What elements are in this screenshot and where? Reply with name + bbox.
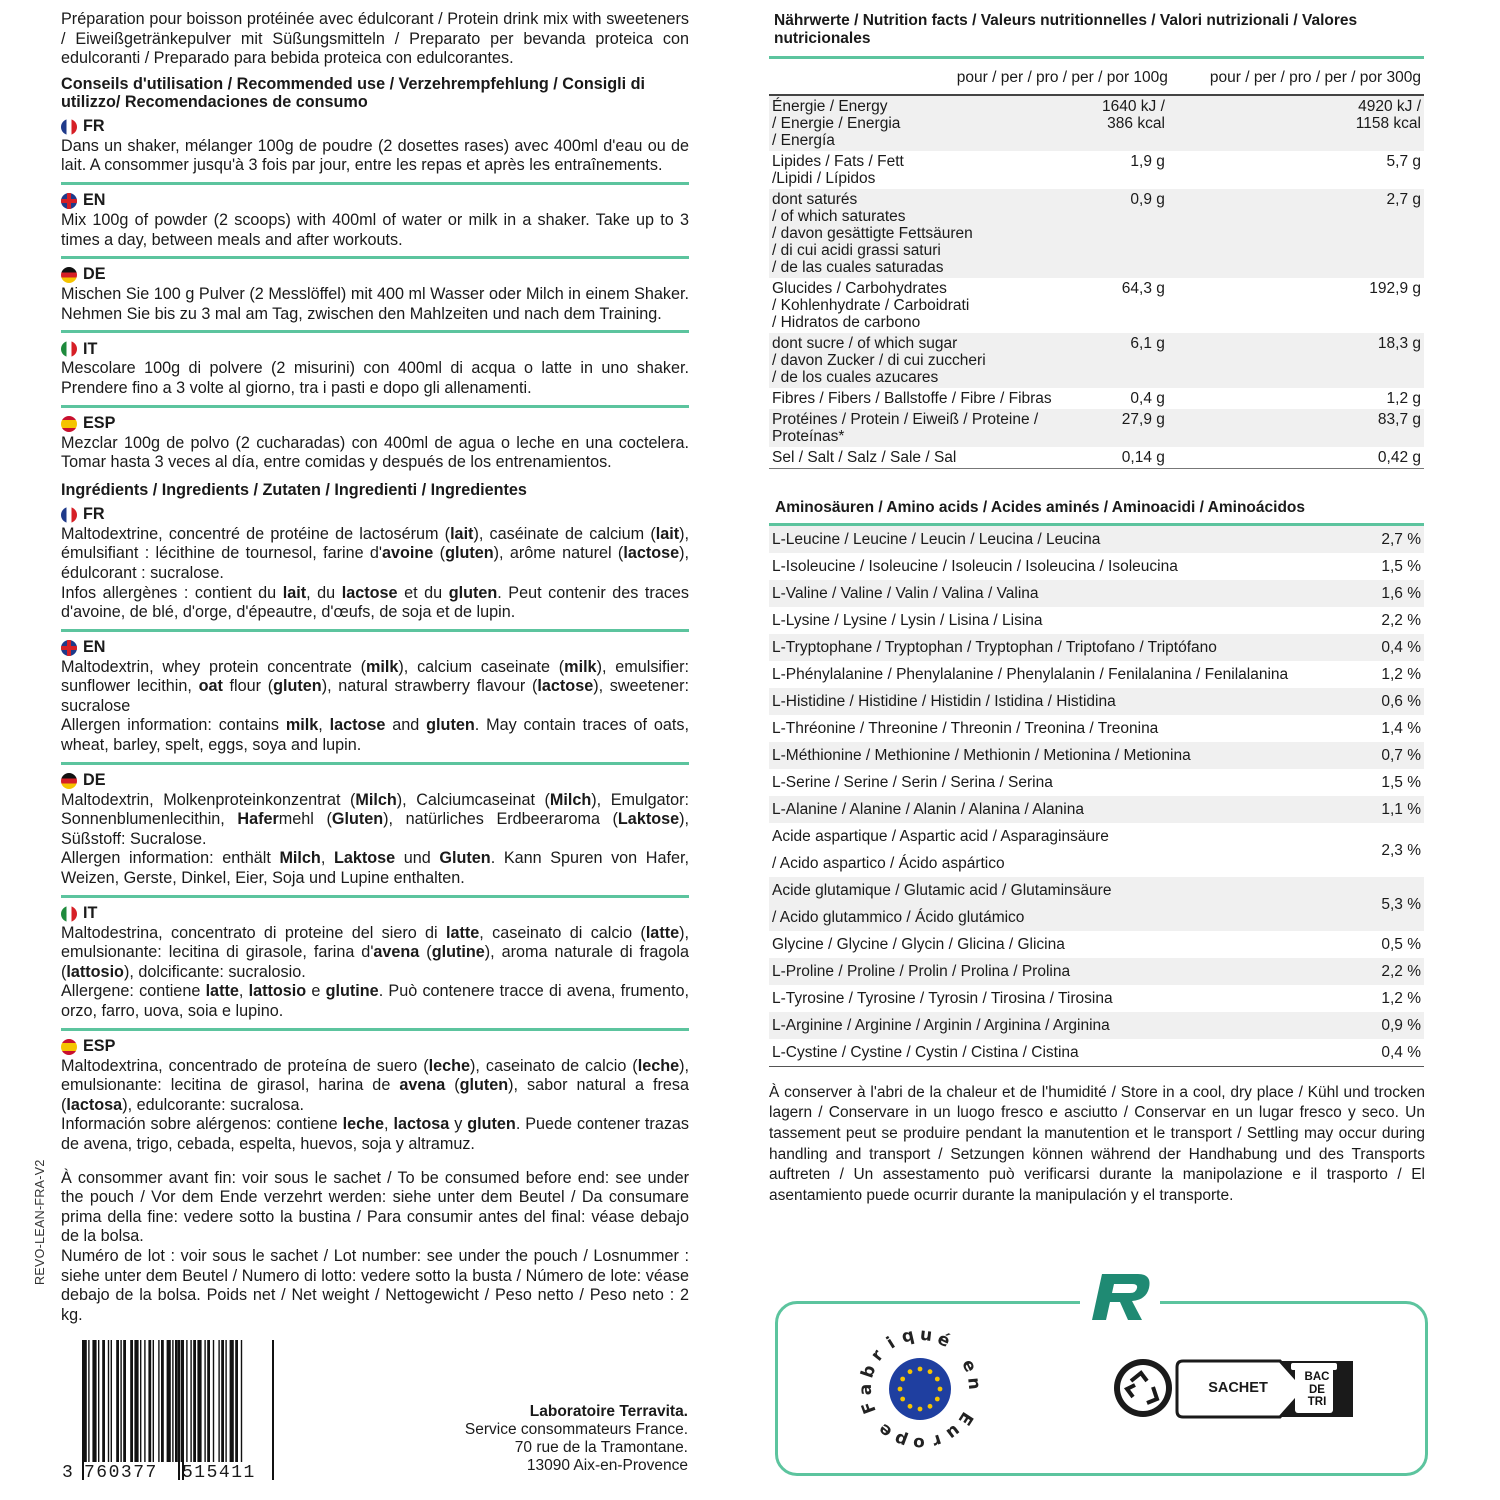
right-column	[769, 12, 1424, 1067]
section-divider	[61, 1028, 689, 1031]
svg-text:q: q	[899, 1325, 917, 1348]
nutrient-label: dont saturés / of which saturates / davon gesättigte Fettsäuren / di cui acidi grassi saturi / de las cuales saturadas	[769, 189, 1099, 278]
product-description: Préparation pour boisson protéinée avec édulcorant / Protein drink mix with sweeteners / Eiweißgetränkepulver mit Süßungsmitteln / Preparato per bevanda proteica con edulcoranti / Preparado para bebida proteica con edulcorantes.	[61, 10, 689, 68]
left-column	[61, 10, 689, 1325]
es-flag-icon	[61, 416, 77, 432]
section-divider	[61, 895, 689, 898]
amino-percent: 2,7 %	[1371, 526, 1424, 553]
de-flag-icon	[61, 773, 77, 789]
svg-text:o: o	[912, 1432, 925, 1454]
storage-text: À conserver à l'abri de la chaleur et de l'humidité / Store in a cool, dry place / Kühl und trocken lagern / Conservare in un luogo fresco e asciutto / Conservar en un lugar fresco y seco. Un tassement peut se produire pendant la manutention et le transport / Settling may occur during handling and transport / Setzungen können während der Handhabung und des Transports auftreten / Un assestamento può verificarsi durante la manipolazione e il trasporto / El asentamiento puede ocurrir durante la manipulación y el transporte.	[769, 1083, 1425, 1205]
usage-text: Mix 100g of powder (2 scoops) with 400ml of water or milk in a shaker. Take up to 3 times a day, between meals and after workouts.	[61, 210, 689, 249]
language-code: IT	[83, 903, 98, 922]
ingredients-esp	[61, 1037, 689, 1155]
amino-row	[769, 688, 1424, 715]
language-label	[61, 191, 689, 211]
svg-text:E: E	[953, 1408, 977, 1429]
es-flag-icon	[61, 1039, 77, 1055]
barcode-digits-left: 760377	[84, 1463, 158, 1483]
section-divider	[61, 182, 689, 185]
language-code: FR	[83, 116, 105, 135]
amino-label: L-Lysine / Lysine / Lysin / Lisina / Lisina	[772, 612, 1043, 629]
brand-logo	[1080, 1268, 1160, 1326]
nutrition-col-300g: pour / per / pro / per / por 300g	[1168, 59, 1424, 95]
language-code: EN	[83, 191, 106, 210]
ingredients-en	[61, 638, 689, 765]
nutrition-table	[769, 59, 1424, 469]
ingredients-text: Maltodextrin, Molkenproteinkonzentrat (Milch), Calciumcaseinat (Milch), Emulgator: Sonnenblumenlecithin, Hafermehl (Gluten), natürliches Erdbeeraroma (Laktose), Süßstoff: Sucralose. Allergen information: enthält Milch, Laktose und Gluten. Kann Spuren von Hafer, Weizen, Gerste, Dinkel, Eier, Soja und Lupine enthalten.	[61, 790, 689, 888]
nutrition-row	[769, 333, 1424, 388]
amino-label: L-Tyrosine / Tyrosine / Tyrosin / Tirosina / Tirosina	[772, 990, 1113, 1007]
value-100g: 27,9 g	[1099, 409, 1168, 447]
amino-percent: 0,5 %	[1381, 936, 1421, 953]
value-300g: 1,2 g	[1386, 390, 1421, 407]
amino-label: L-Leucine / Leucine / Leucin / Leucina / Leucina	[769, 526, 1371, 553]
language-label	[61, 265, 689, 285]
value-300g: 18,3 g	[1168, 333, 1424, 388]
nutrition-row	[769, 95, 1424, 151]
ingredients-de	[61, 771, 689, 898]
amino-label: L-Méthionine / Methionine / Methionin / Metionina / Metionina	[769, 742, 1371, 769]
amino-row	[769, 1012, 1424, 1039]
amino-percent: 0,7 %	[1371, 742, 1424, 769]
language-label	[61, 638, 689, 658]
en-flag-icon	[61, 193, 77, 209]
svg-text:F: F	[857, 1398, 881, 1417]
language-label	[61, 771, 689, 791]
ingredients-it	[61, 904, 689, 1031]
amino-percent: 1,5 %	[1381, 558, 1421, 575]
section-divider	[61, 330, 689, 333]
amino-percent: 0,9 %	[1371, 1012, 1424, 1039]
amino-row	[769, 607, 1424, 634]
amino-percent: 0,6 %	[1371, 688, 1424, 715]
amino-percent: 2,2 %	[1371, 958, 1424, 985]
amino-percent: 1,4 %	[1381, 720, 1421, 737]
value-300g: 0,42 g	[1377, 449, 1421, 466]
amino-label: L-Serine / Serine / Serin / Serina / Serina	[772, 774, 1053, 791]
amino-row	[769, 823, 1424, 877]
product-code: REVO-LEAN-FRA-V2	[33, 1159, 47, 1285]
nutrient-label: Protéines / Protein / Eiweiß / Proteine / Proteínas*	[769, 409, 1099, 447]
lab-name: Laboratoire Terravita.	[529, 1403, 688, 1420]
amino-row	[769, 931, 1424, 958]
svg-text:u: u	[918, 1324, 934, 1346]
amino-percent: 5,3 %	[1371, 877, 1424, 931]
value-300g: 83,7 g	[1168, 409, 1424, 447]
usage-esp	[61, 414, 689, 473]
manufacturer-address	[430, 1403, 688, 1475]
language-code: ESP	[83, 1036, 116, 1055]
value-300g: 192,9 g	[1369, 280, 1421, 297]
amino-row	[769, 958, 1424, 985]
value-100g: 1640 kJ / 386 kcal	[1099, 95, 1168, 151]
nutrition-col-100g: pour / per / pro / per / por 100g	[956, 69, 1168, 86]
amino-percent: 2,3 %	[1381, 841, 1421, 859]
svg-text:a: a	[855, 1383, 877, 1396]
usage-en	[61, 191, 689, 259]
usage-text: Mischen Sie 100 g Pulver (2 Messlöffel) mit 400 ml Wasser oder Milch in einem Shaker. Nehmen Sie bis zu 3 mal am Tag, zwischen den Mahlzeiten und nach dem Training.	[61, 285, 689, 323]
ingredients-text: Maltodextrine, concentré de protéine de lactosérum (lait), caséinate de calcium (lait), émulsifiant : lécithine de tournesol, farine d'avoine (gluten), arôme naturel (lactose), édulcorant : sucralose. Infos allergènes : contient du lait, du lactose et du gluten. Peut contenir des traces d'avoine, de blé, d'orge, d'épeautre, d'œufs, de soja et de lupin.	[61, 524, 690, 622]
value-300g: 2,7 g	[1168, 189, 1424, 278]
nutrition-row	[769, 151, 1424, 189]
usage-text: Mezclar 100g de polvo (2 cucharadas) con 400ml de agua o leche en una coctelera. Tomar hasta 3 veces al día, entre comidas y después de los entrenamientos.	[61, 433, 689, 472]
language-label	[61, 904, 689, 924]
amino-table	[769, 526, 1424, 1067]
it-flag-icon	[61, 341, 77, 357]
svg-text:é: é	[934, 1328, 954, 1352]
value-100g: 0,4 g	[1130, 390, 1165, 407]
en-flag-icon	[61, 640, 77, 656]
usage-heading: Conseils d'utilisation / Recommended use / Verzehrempfehlung / Consigli di utilizzo/ Recomendaciones de consumo	[61, 74, 645, 111]
language-label	[61, 505, 689, 525]
value-100g: 64,3 g	[1121, 280, 1165, 297]
value-100g: 0,14 g	[1121, 449, 1165, 466]
amino-label: Glycine / Glycine / Glycin / Glicina / Glicina	[772, 936, 1065, 953]
language-label	[61, 117, 689, 137]
ingredients-fr	[61, 505, 689, 632]
language-label	[61, 1037, 689, 1057]
amino-label: Acide glutamique / Glutamic acid / Glutaminsäure / Acido glutammico / Ácido glutámico	[769, 877, 1371, 931]
amino-label: L-Thréonine / Threonine / Threonin / Treonina / Treonina	[772, 720, 1159, 737]
amino-row	[769, 553, 1424, 580]
usage-de	[61, 265, 689, 333]
amino-row	[769, 526, 1424, 553]
amino-row	[769, 634, 1424, 661]
lab-street: 70 rue de la Tramontane.	[514, 1439, 688, 1456]
language-label	[61, 414, 689, 434]
recycle-icon	[1114, 1359, 1172, 1417]
svg-text:b: b	[857, 1362, 881, 1381]
lab-city: 13090 Aix-en-Provence	[526, 1457, 688, 1474]
bin-label: BAC DE TRI	[1304, 1371, 1330, 1408]
nutrition-row	[769, 189, 1424, 278]
amino-percent: 1,2 %	[1381, 666, 1421, 683]
nutrient-label: Énergie / Energy / Energie / Energia / Energía	[769, 95, 1099, 151]
amino-row	[769, 661, 1424, 688]
language-code: DE	[83, 770, 106, 789]
nutrient-label: Glucides / Carbohydrates / Kohlenhydrate / Carboidrati / Hidratos de carbono	[772, 280, 970, 331]
amino-row	[769, 715, 1424, 742]
amino-percent: 0,4 %	[1381, 1044, 1421, 1061]
nutrition-row	[769, 388, 1424, 409]
amino-percent: 1,2 %	[1381, 990, 1421, 1007]
ingredients-text: Maltodextrin, whey protein concentrate (milk), calcium caseinate (milk), emulsifier: sunflower lecithin, oat flour (gluten), natural strawberry flavour (lactose), sweetener: sucralose Allergen information: contains milk, lactose and gluten. May contain traces of oats, wheat, barley, spelt, eggs, soya and lupin.	[61, 657, 689, 755]
barcode	[62, 1340, 277, 1485]
fr-flag-icon	[61, 119, 77, 135]
ingredients-heading: Ingrédients / Ingredients / Zutaten / Ingredienti / Ingredientes	[61, 480, 527, 499]
svg-text:r: r	[867, 1346, 889, 1366]
section-divider	[61, 629, 689, 632]
fr-flag-icon	[61, 507, 77, 523]
best-before-text: À consommer avant fin: voir sous le sachet / To be consumed before end: see under the pouch / Vor dem Ende verzehrt werden: siehe unter dem Beutel / Da consumare prima della fine: vedere sotto la bustina / Para consumir antes del final: véase debajo de la bolsa.	[61, 1168, 689, 1246]
amino-label: Acide aspartique / Aspartic acid / Asparaginsäure / Acido aspartico / Ácido aspártico	[772, 828, 1109, 872]
amino-percent: 1,1 %	[1371, 796, 1424, 823]
ingredients-text: Maltodextrina, concentrado de proteína de suero (leche), caseinato de calcio (leche), emulsionante: lecitina de girasol, harina de avena (gluten), sabor natural a fresa (lactosa), edulcorante: sucralosa. Información sobre alérgenos: contiene leche, lactosa y gluten. Puede contener trazas de avena, trigo, cebada, espelta, huevos, soja y altramuz.	[61, 1056, 690, 1153]
amino-label: L-Phénylalanine / Phenylalanine / Phenylalanin / Fenilalanina / Fenilalanina	[772, 666, 1289, 683]
usage-text: Dans un shaker, mélanger 100g de poudre (2 dosettes rases) avec 400ml d'eau ou de lait. A consommer jusqu'à 3 fois par jour, entre les repas et après les entraînements.	[61, 136, 689, 175]
nutrition-row	[769, 278, 1424, 333]
svg-text:r: r	[929, 1429, 945, 1452]
svg-text:e: e	[874, 1418, 897, 1442]
r-logo-icon	[1080, 1268, 1160, 1326]
amino-label: L-Alanine / Alanine / Alanin / Alanina / Alanina	[769, 796, 1371, 823]
de-flag-icon	[61, 267, 77, 283]
value-100g: 6,1 g	[1099, 333, 1168, 388]
amino-row	[769, 1039, 1424, 1067]
amino-row	[769, 742, 1424, 769]
usage-fr	[61, 117, 689, 185]
amino-row	[769, 796, 1424, 823]
ingredients-text: Maltodestrina, concentrato di proteine del siero di latte, caseinato di calcio (latte), emulsionante: lecitina di girasole, farina d'avena (glutine), aroma naturale di fragola (lattosio), dolcificante: sucralosio. Allergene: contiene latte, lattosio e glutine. Può contenere tracce di avena, frumento, orzo, farro, uova, soia e lupino.	[61, 923, 690, 1020]
svg-text:n: n	[963, 1376, 985, 1391]
usage-list	[61, 117, 689, 473]
language-code: FR	[83, 504, 105, 523]
amino-row	[769, 877, 1424, 931]
amino-title: Aminosäuren / Amino acids / Acides aminés / Aminoacidi / Aminoácidos	[769, 481, 1424, 526]
section-divider	[61, 405, 689, 408]
value-300g: 5,7 g	[1386, 153, 1421, 170]
nutrient-label: dont sucre / of which sugar / davon Zucker / di cui zuccheri / de los cuales azucares	[769, 333, 1099, 388]
svg-text:e: e	[957, 1356, 981, 1376]
amino-label: L-Isoleucine / Isoleucine / Isoleucin / Isoleucina / Isoleucina	[772, 558, 1178, 575]
language-code: ESP	[83, 413, 116, 432]
nutrient-label: Sel / Salt / Salz / Sale / Sal	[772, 449, 957, 466]
amino-label: L-Arginine / Arginine / Arginin / Arginina / Arginina	[769, 1012, 1371, 1039]
it-flag-icon	[61, 906, 77, 922]
nutrition-row	[769, 409, 1424, 447]
value-300g: 4920 kJ / 1158 kcal	[1168, 95, 1424, 151]
amino-row	[769, 580, 1424, 607]
made-in-europe-seal	[856, 1325, 984, 1453]
svg-text:u: u	[942, 1420, 964, 1444]
nutrient-label: Fibres / Fibers / Ballstoffe / Fibre / Fibras	[772, 390, 1052, 407]
svg-text:p: p	[891, 1428, 911, 1452]
amino-row	[769, 769, 1424, 796]
lab-service: Service consommateurs France.	[464, 1421, 688, 1438]
amino-percent: 2,2 %	[1381, 612, 1421, 629]
usage-it	[61, 339, 689, 407]
barcode-digits-right: 515411	[182, 1463, 256, 1483]
badge-box	[775, 1301, 1428, 1476]
usage-text: Mescolare 100g di polvere (2 misurini) con 400ml di acqua o latte in uno shaker. Prendere fino a 3 volte al giorno, tra i pasti e dopo gli allenamenti.	[61, 359, 689, 397]
value-100g: 0,9 g	[1099, 189, 1168, 278]
nutrient-label: Lipides / Fats / Fett /Lipidi / Lípidos	[772, 153, 904, 187]
amino-percent: 1,6 %	[1371, 580, 1424, 607]
amino-row	[769, 985, 1424, 1012]
amino-label: L-Cystine / Cystine / Cystin / Cistina / Cistina	[772, 1044, 1079, 1061]
ingredients-list	[61, 505, 689, 1155]
language-code: IT	[83, 339, 98, 358]
amino-label: L-Proline / Proline / Prolin / Prolina / Prolina	[769, 958, 1371, 985]
amino-percent: 0,4 %	[1371, 634, 1424, 661]
amino-percent: 1,5 %	[1381, 774, 1421, 791]
section-divider	[61, 256, 689, 259]
language-code: EN	[83, 637, 106, 656]
nutrition-title: Nährwerte / Nutrition facts / Valeurs nutritionnelles / Valori nutrizionali / Valores nutricionales	[769, 12, 1424, 59]
lot-number-text: Numéro de lot : voir sous le sachet / Lot number: see under the pouch / Losnummer : siehe unter dem Beutel / Numero di lotto: vedere sotto la busta / Número de lote: véase debajo de la bolsa. Poids net / Net weight / Nettogewicht / Peso netto / Peso neto : 2 kg.	[61, 1246, 689, 1324]
language-code: DE	[83, 265, 106, 284]
language-label	[61, 339, 689, 359]
amino-label: L-Histidine / Histidine / Histidin / Istidina / Histidina	[769, 688, 1371, 715]
amino-label: L-Valine / Valine / Valin / Valina / Valina	[769, 580, 1371, 607]
svg-text:i: i	[883, 1333, 899, 1354]
barcode-digit-first: 3	[62, 1463, 73, 1483]
nutrition-row	[769, 447, 1424, 469]
sachet-label: SACHET	[1208, 1380, 1268, 1396]
nutrition-header-row	[769, 59, 1424, 95]
amino-label: L-Tryptophane / Tryptophan / Tryptophan / Triptofano / Triptófano	[769, 634, 1371, 661]
section-divider	[61, 762, 689, 765]
value-100g: 1,9 g	[1130, 153, 1165, 170]
